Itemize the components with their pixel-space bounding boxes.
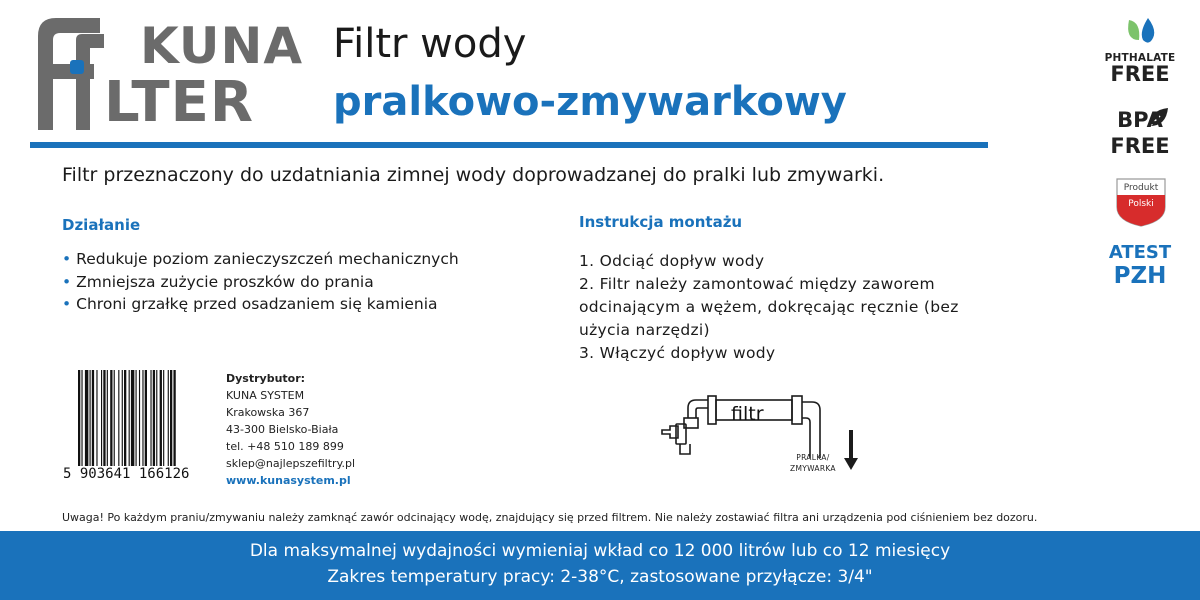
distributor-label: Dystrybutor: bbox=[226, 372, 306, 385]
distributor-company: KUNA SYSTEM bbox=[226, 389, 305, 402]
dzialanie-heading: Działanie bbox=[62, 216, 141, 234]
barcode-digits: 5 903641 166126 bbox=[63, 466, 190, 482]
distributor-block bbox=[226, 370, 355, 489]
distributor-city: 43-300 Bielsko-Biała bbox=[226, 423, 339, 436]
produkt-label: Produkt bbox=[1123, 183, 1159, 193]
warning-text: Uwaga! Po każdym praniu/zmywaniu należy zamknąć zawór odcinający wodę, znajdujący się przed filtrem. Nie należy zostawiać filtra ani urządzenia pod ciśnieniem bez dozoru. bbox=[62, 511, 1038, 524]
step-item: 1. Odciąć dopływ wody bbox=[579, 252, 765, 270]
phthalate-label: PHTHALATE bbox=[1104, 52, 1176, 64]
distributor-street: Krakowska 367 bbox=[226, 406, 310, 419]
polski-label: Polski bbox=[1128, 199, 1154, 209]
product-subtitle: pralkowo-zmywarkowy bbox=[333, 79, 847, 125]
bullet-icon: • bbox=[62, 250, 72, 268]
instrukcja-steps bbox=[579, 250, 999, 365]
bpa-label: BPA bbox=[1117, 108, 1163, 132]
distributor-email: sklep@najlepszefiltry.pl bbox=[226, 457, 356, 470]
filter-diagram-drawing bbox=[658, 388, 868, 478]
list-item: • Redukuje poziom zanieczyszczeń mechanicznych bbox=[62, 250, 459, 268]
pzh-label: PZH bbox=[1113, 263, 1167, 289]
bullet-icon: • bbox=[62, 272, 72, 291]
phthalate-free-label: FREE bbox=[1110, 62, 1170, 86]
list-item: • Zmniejsza zużycie proszków do prania bbox=[62, 272, 374, 291]
bpa-free-label: FREE bbox=[1110, 134, 1170, 158]
footer-line-2: Zakres temperatury pracy: 2-38°C, zastosowane przyłącze: 3/4" bbox=[327, 567, 873, 587]
intro-text: Filtr przeznaczony do uzdatniania zimnej wody doprowadzanej do pralki lub zmywarki. bbox=[62, 164, 885, 186]
step-item: 3. Włączyć dopływ wody bbox=[579, 344, 776, 362]
footer-banner bbox=[0, 531, 1200, 600]
instrukcja-heading: Instrukcja montażu bbox=[579, 213, 743, 231]
distributor-phone: tel. +48 510 189 899 bbox=[226, 440, 344, 453]
footer-line-1: Dla maksymalnej wydajności wymieniaj wkład co 12 000 litrów lub co 12 miesięcy bbox=[249, 541, 951, 561]
product-title: Filtr wody bbox=[333, 21, 527, 67]
bullet-icon: • bbox=[62, 295, 72, 313]
installation-diagram bbox=[658, 388, 868, 478]
leaf-drop-icon bbox=[1121, 16, 1161, 52]
kuna-filter-logo bbox=[38, 17, 304, 135]
distributor-website: www.kunasystem.pl bbox=[226, 474, 351, 487]
logo-word-lter: LTER bbox=[104, 70, 254, 135]
title-divider bbox=[30, 142, 988, 148]
atest-label: ATEST bbox=[1108, 242, 1172, 263]
diagram-outlet-label: PRALKA/ ZMYWARKA bbox=[790, 453, 836, 473]
diagram-filter-label: filtr bbox=[731, 403, 764, 425]
step-item: 2. Filtr należy zamontować między zaworem odcinającym a wężem, dokręcając ręcznie (bez użycia narzędzi) bbox=[579, 275, 959, 339]
dzialanie-list bbox=[62, 248, 459, 316]
list-item: • Chroni grzałkę przed osadzaniem się kamienia bbox=[62, 295, 438, 313]
logo-word-kuna: KUNA bbox=[140, 17, 304, 75]
